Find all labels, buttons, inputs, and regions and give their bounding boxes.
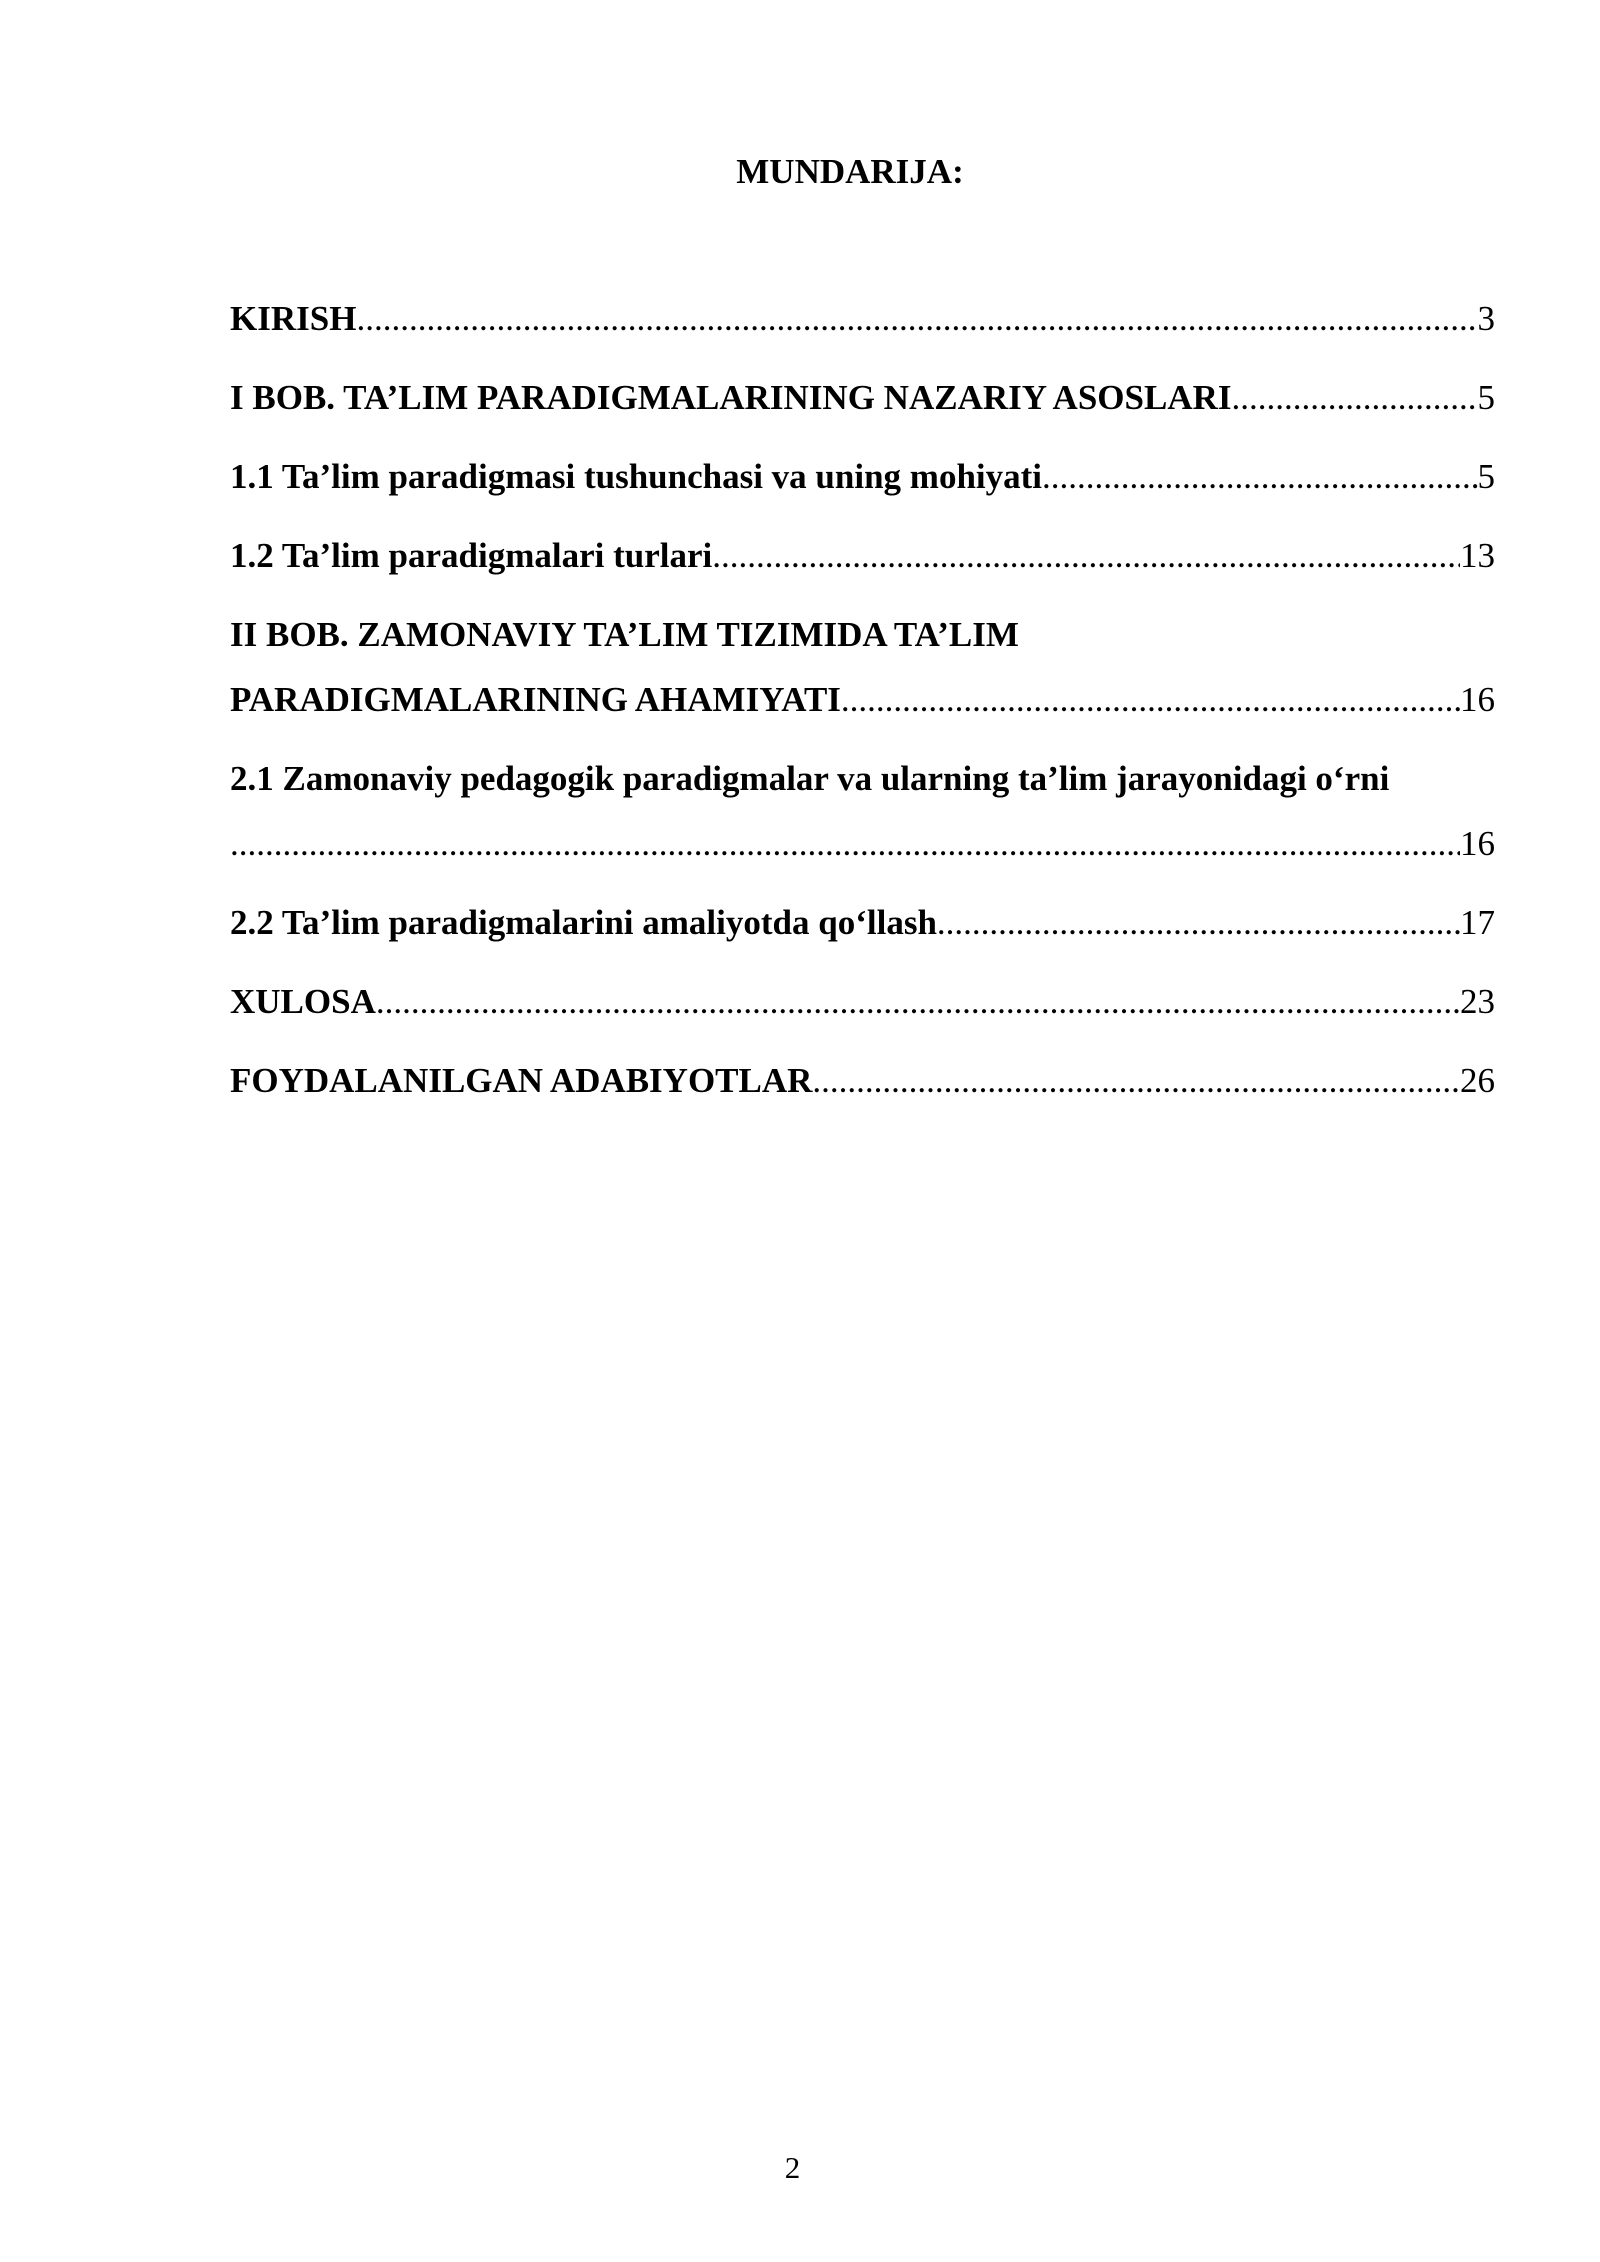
toc-title: MUNDARIJA: [736,152,964,191]
toc-entry-page: 23 [1460,982,1495,1021]
toc-dot-leader [841,676,1460,724]
toc-entry-section-1-1[interactable] [230,453,1495,501]
toc-entry-label: I BOB. TA’LIM PARADIGMALARINING NAZARIY ASOSLARI [230,378,1232,417]
toc-entry-kirish[interactable] [230,295,1495,343]
toc-entry-section-2-1-line1[interactable]: 2.1 Zamonaviy pedagogik paradigmalar va ularning ta’lim jarayonidagi o‘rni [230,759,1390,798]
toc-entry-section-1-2[interactable] [230,532,1495,580]
toc-entry-label: 1.2 Ta’lim paradigmalari turlari [230,536,713,575]
toc-entry-page: 17 [1460,903,1495,942]
toc-entry-xulosa[interactable] [230,978,1495,1026]
toc-entry-label: FOYDALANILGAN ADABIYOTLAR [230,1061,813,1100]
toc-dot-leader [356,295,1477,343]
page-number: 2 [784,2150,801,2185]
toc-entry-label: XULOSA [230,982,376,1021]
toc-entry-label: KIRISH [230,299,357,338]
toc-entry-label: PARADIGMALARINING AHAMIYATI [230,680,841,719]
toc-entry-chapter-2-line1[interactable]: II BOB. ZAMONAVIY TA’LIM TIZIMIDA TA’LIM [230,615,1019,654]
toc-dot-leader [812,1057,1460,1105]
toc-entry-label: 1.1 Ta’lim paradigmasi tushunchasi va uning mohiyati [230,457,1043,496]
toc-entry-chapter-2[interactable] [230,676,1495,724]
toc-dot-leader [376,978,1460,1026]
toc-entry-page: 16 [1460,824,1495,863]
toc-entry-section-2-2[interactable] [230,899,1495,947]
toc-entry-page: 16 [1460,680,1495,719]
toc-entry-references[interactable] [230,1057,1495,1105]
toc-dot-leader [1232,374,1478,422]
toc-dot-leader [712,532,1460,580]
toc-entry-page: 26 [1460,1061,1495,1100]
toc-entry-chapter-1[interactable] [230,374,1495,422]
toc-entry-page: 3 [1477,299,1495,338]
toc-entry-label: 2.2 Ta’lim paradigmalarini amaliyotda qo‘llash [230,903,937,942]
toc-entry-section-2-1[interactable] [230,820,1495,868]
toc-dot-leader [230,820,1460,868]
toc-entry-page: 5 [1477,457,1495,496]
toc-entry-page: 5 [1477,378,1495,417]
toc-dot-leader [937,899,1460,947]
toc-dot-leader [1042,453,1477,501]
toc-entry-page: 13 [1460,536,1495,575]
